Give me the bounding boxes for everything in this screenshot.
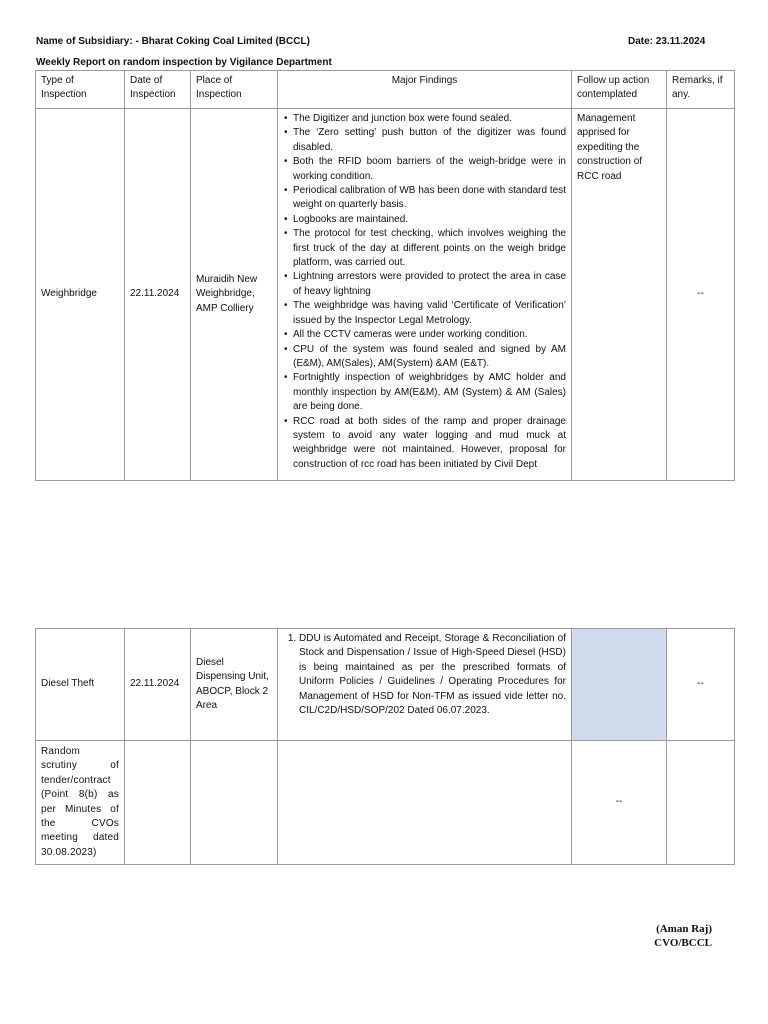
subsidiary-name: Name of Subsidiary: - Bharat Coking Coal Limited (BCCL) [36,36,310,47]
inspection-type: Weighbridge [36,109,125,481]
table-row-random-scrutiny [36,741,735,865]
inspection-place [191,741,278,865]
inspection-type: Diesel Theft [36,629,125,741]
signature-block [654,923,712,949]
followup-action: -- [572,741,667,865]
col-header-place: Place of Inspection [191,71,278,109]
inspection-type: Random scrutiny of tender/contract (Point 8(b) as per Minutes of the CVOs meeting dated 30.08.2023) [36,741,125,865]
col-header-remarks: Remarks, if any. [667,71,735,109]
remarks [667,741,735,865]
findings-list [283,112,566,472]
major-findings [278,629,572,741]
report-title: Weekly Report on random inspection by Vigilance Department [36,57,332,68]
finding-item: • The weighbridge was having valid ‘Certificate of Verification’ issued by the Inspector Legal Metrology. [293,299,566,328]
followup-action: Management apprised for expediting the construction of RCC road [572,109,667,481]
table-row-weighbridge [36,109,735,481]
col-header-date: Date of Inspection [125,71,191,109]
remarks: -- [667,629,735,741]
finding-item: • Lightning arrestors were provided to protect the area in case of heavy lightning [293,270,566,299]
followup-action [572,629,667,741]
col-header-type: Type of Inspection [36,71,125,109]
finding-item: • Logbooks are maintained. [293,213,566,227]
finding-item: • Fortnightly inspection of weighbridges by AMC holder and monthly inspection by AM(E&M), AM (System) & AM (Sales) are being done. [293,371,566,414]
signatory-designation: CVO/BCCL [654,937,712,949]
major-findings [278,109,572,481]
inspection-date: 22.11.2024 [125,629,191,741]
inspection-place: Diesel Dispensing Unit, ABOCP, Block 2 Area [191,629,278,741]
col-header-followup: Follow up action contemplated [572,71,667,109]
table-row-diesel-theft [36,629,735,741]
signatory-name: (Aman Raj) [656,923,712,935]
report-date: Date: 23.11.2024 [628,36,706,47]
finding-item: • Periodical calibration of WB has been done with standard test weight on quarterly basis. [293,184,566,213]
remarks: -- [667,109,735,481]
inspection-place: Muraidih New Weighbridge, AMP Colliery [191,109,278,481]
major-findings [278,741,572,865]
finding-item: • The ‘Zero setting’ push button of the digitizer was found disabled. [293,126,566,155]
finding-item: • The Digitizer and junction box were found sealed. [293,112,566,126]
finding-item: • RCC road at both sides of the ramp and proper drainage system to avoid any water logging and mud muck at weighbridge were not maintained. However, proposal for construction of rcc road has been initiated by Civil Dept [293,415,566,473]
col-header-findings: Major Findings [278,71,572,109]
finding-item: 1. DDU is Automated and Receipt, Storage & Reconciliation of Stock and Dispensation / Issue of High-Speed Diesel (HSD) is being maintained as per the prescribed formats of Uniform Policies / Guidelines / Operating Procedures for Management of HSD for Non-TFM as issued vide letter no. CIL/C2D/HSD/SOP/202 Dated 06.07.2023. [299,632,566,718]
inspection-date: 22.11.2024 [125,109,191,481]
finding-item: • The protocol for test checking, which involves weighing the first truck of the day at different points on the weigh bridge platform, was carried out. [293,227,566,270]
findings-list [283,632,566,718]
inspection-table-1 [35,70,735,481]
finding-item: • All the CCTV cameras were under working condition. [293,328,566,342]
table-header-row [36,71,735,109]
finding-item: • Both the RFID boom barriers of the weigh-bridge were in working condition. [293,155,566,184]
finding-item: • CPU of the system was found sealed and signed by AM (E&M), AM(Sales), AM(System) &AM (E&T). [293,343,566,372]
inspection-date [125,741,191,865]
inspection-table-2 [35,628,735,865]
